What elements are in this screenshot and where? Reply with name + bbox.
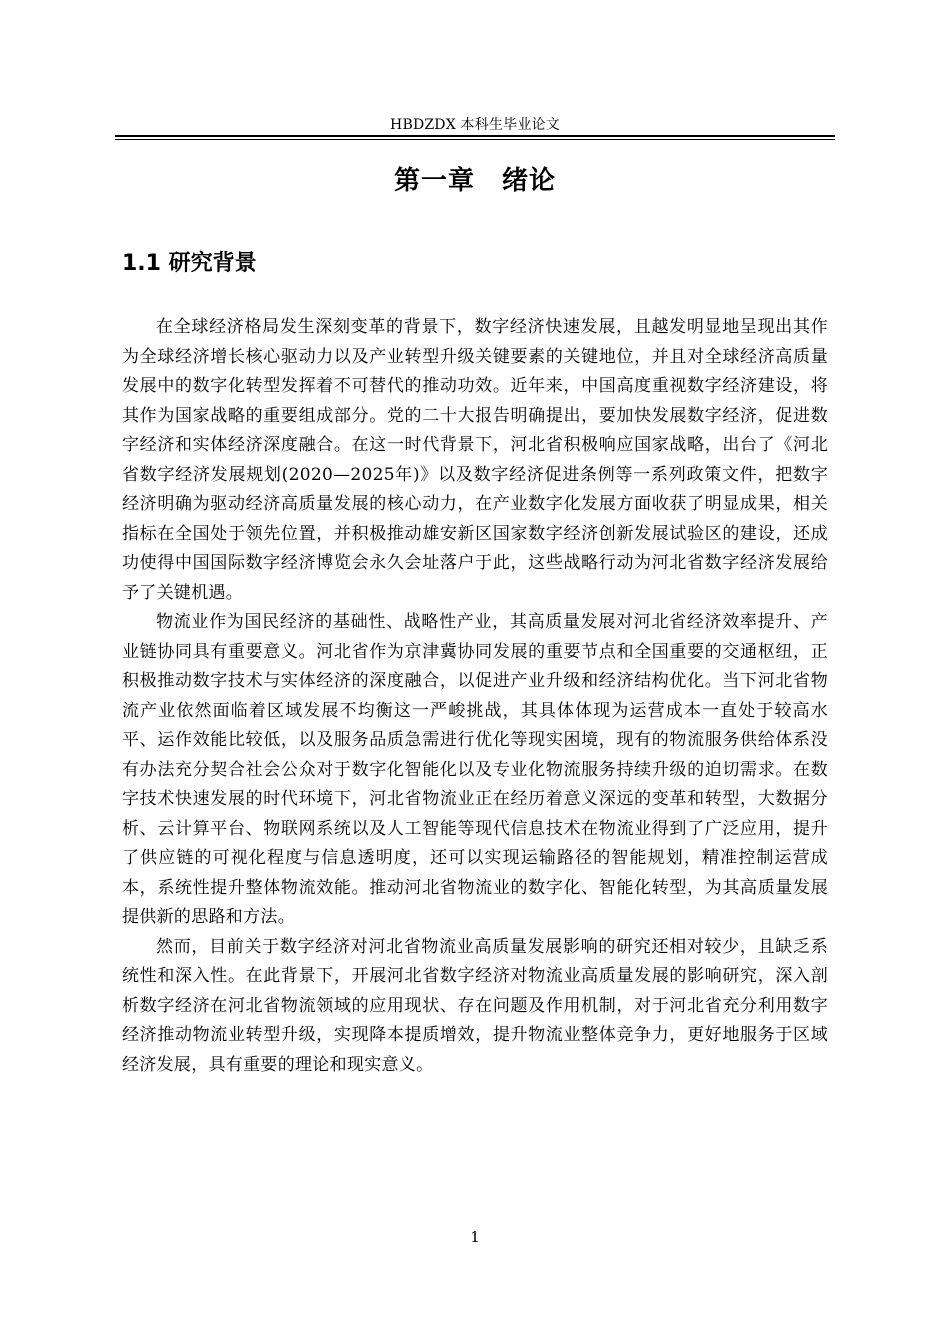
section-title: 1.1 研究背景 — [122, 251, 257, 276]
header-rule-thin — [115, 139, 835, 140]
paragraph-3: 然而，目前关于数字经济对河北省物流业高质量发展影响的研究还相对较少，且缺乏系统性和深入性。在此背景下，开展河北省数字经济对物流业高质量发展的影响研究，深入剖析数字经济在河北省物流领域的应用现状、存在问题及作用机制，对于河北省充分利用数字经济推动物流业转型升级，实现降本提质增效，提升物流业整体竞争力，更好地服务于区域经济发展，具有重要的理论和现实意义。 — [122, 936, 828, 1075]
page-number: 1 — [470, 1228, 480, 1246]
paragraph-1: 在全球经济格局发生深刻变革的背景下，数字经济快速发展，且越发明显地呈现出其作为全球经济增长核心驱动力以及产业转型升级关键要素的关键地位，并且对全球经济高质量发展中的数字化转型发挥着不可替代的推动功效。近年来，中国高度重视数字经济建设，将其作为国家战略的重要组成部分。党的二十大报告明确提出，要加快发展数字经济，促进数字经济和实体经济深度融合。在这一时代背景下，河北省积极响应国家战略，出台了《河北省数字经济发展规划(2020—2025年)》以及数字经济促进条例等一系列政策文件，把数字经济明确为驱动经济高质量发展的核心动力，在产业数字化发展方面收获了明显成果，相关指标在全国处于领先位置，并积极推动雄安新区国家数字经济创新发展试验区的建设，还成功使得中国国际数字经济博览会永久会址落户于此，这些战略行动为河北省数字经济发展给予了关键机遇。 — [122, 317, 828, 603]
running-header: HBDZDX 本科生毕业论文 — [390, 117, 560, 133]
chapter-title: 第一章 绪论 — [393, 166, 556, 196]
paragraph-2: 物流业作为国民经济的基础性、战略性产业，其高质量发展对河北省经济效率提升、产业链协同具有重要意义。河北省作为京津冀协同发展的重要节点和全国重要的交通枢纽，正积极推动数字技术与实体经济的深度融合，以促进产业升级和经济结构优化。当下河北省物流产业依然面临着区域发展不均衡这一严峻挑战，其具体体现为运营成本一直处于较高水平、运作效能比较低，以及服务品质急需进行优化等现实困境，现有的物流服务供给体系没有办法充分契合社会公众对于数字化智能化以及专业化物流服务持续升级的迫切需求。在数字技术快速发展的时代环境下，河北省物流业正在经历着意义深远的变革和转型，大数据分析、云计算平台、物联网系统以及人工智能等现代信息技术在物流业得到了广泛应用，提升了供应链的可视化程度与信息透明度，还可以实现运输路径的智能规划，精准控制运营成本，系统性提升整体物流效能。推动河北省物流业的数字化、智能化转型，为其高质量发展提供新的思路和方法。 — [122, 612, 828, 927]
body-text — [122, 313, 828, 1080]
header-rule-thick — [115, 135, 835, 137]
